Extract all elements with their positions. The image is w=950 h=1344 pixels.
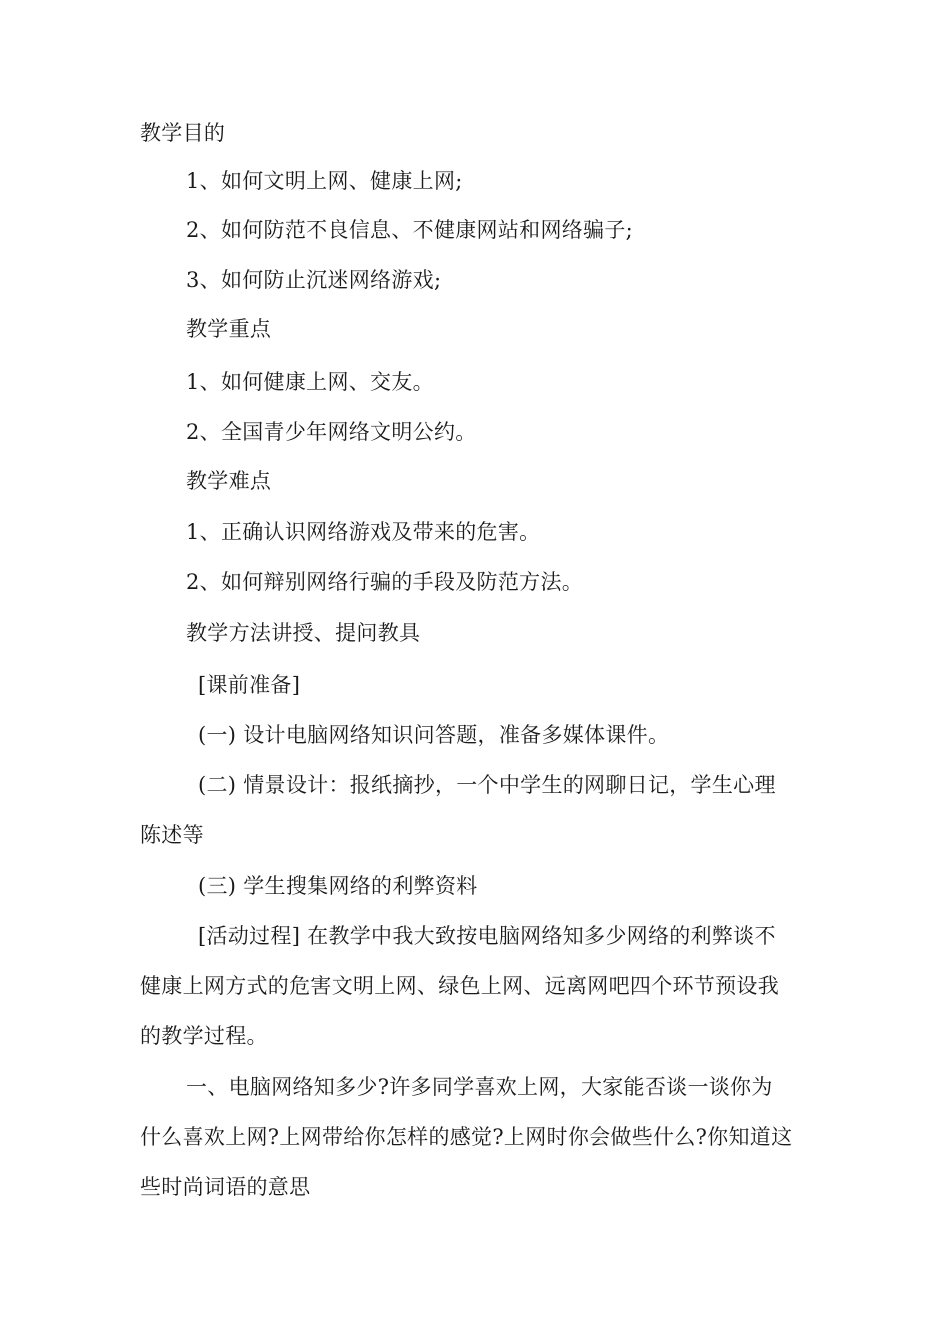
- preparation-item-2-continued: 陈述等: [140, 823, 204, 847]
- activity-process-line-3: 的教学过程。: [140, 1024, 268, 1048]
- preparation-item-2: (二) 情景设计：报纸摘抄，一个中学生的网聊日记，学生心理: [198, 773, 776, 797]
- focus-item-1: 1、如何健康上网、交友。: [186, 370, 434, 394]
- goal-item-3: 3、如何防止沉迷网络游戏;: [186, 268, 442, 292]
- goal-item-2: 2、如何防范不良信息、不健康网站和网络骗子;: [186, 218, 634, 242]
- section-one-line-2: 什么喜欢上网?上网带给你怎样的感觉?上网时你会做些什么?你知道这: [140, 1125, 793, 1149]
- heading-teaching-difficulty: 教学难点: [186, 469, 272, 493]
- difficulty-item-2: 2、如何辩别网络行骗的手段及防范方法。: [186, 570, 584, 594]
- section-one-line-1: 一、电脑网络知多少?许多同学喜欢上网，大家能否谈一谈你为: [186, 1075, 773, 1099]
- section-one-line-3: 些时尚词语的意思: [140, 1175, 311, 1199]
- focus-item-2: 2、全国青少年网络文明公约。: [186, 420, 477, 444]
- preparation-item-3: (三) 学生搜集网络的利弊资料: [198, 874, 478, 898]
- preparation-item-1: (一) 设计电脑网络知识问答题，准备多媒体课件。: [198, 723, 670, 747]
- teaching-method-line: 教学方法讲授、提问教具: [186, 621, 421, 645]
- heading-teaching-goals: 教学目的: [140, 121, 226, 145]
- heading-preparation: [课前准备]: [198, 673, 301, 697]
- goal-item-1: 1、如何文明上网、健康上网;: [186, 169, 463, 193]
- heading-teaching-focus: 教学重点: [186, 317, 272, 341]
- difficulty-item-1: 1、正确认识网络游戏及带来的危害。: [186, 520, 541, 544]
- activity-process-line-1: [活动过程] 在教学中我大致按电脑网络知多少网络的利弊谈不: [198, 924, 776, 948]
- activity-process-line-2: 健康上网方式的危害文明上网、绿色上网、远离网吧四个环节预设我: [140, 974, 779, 998]
